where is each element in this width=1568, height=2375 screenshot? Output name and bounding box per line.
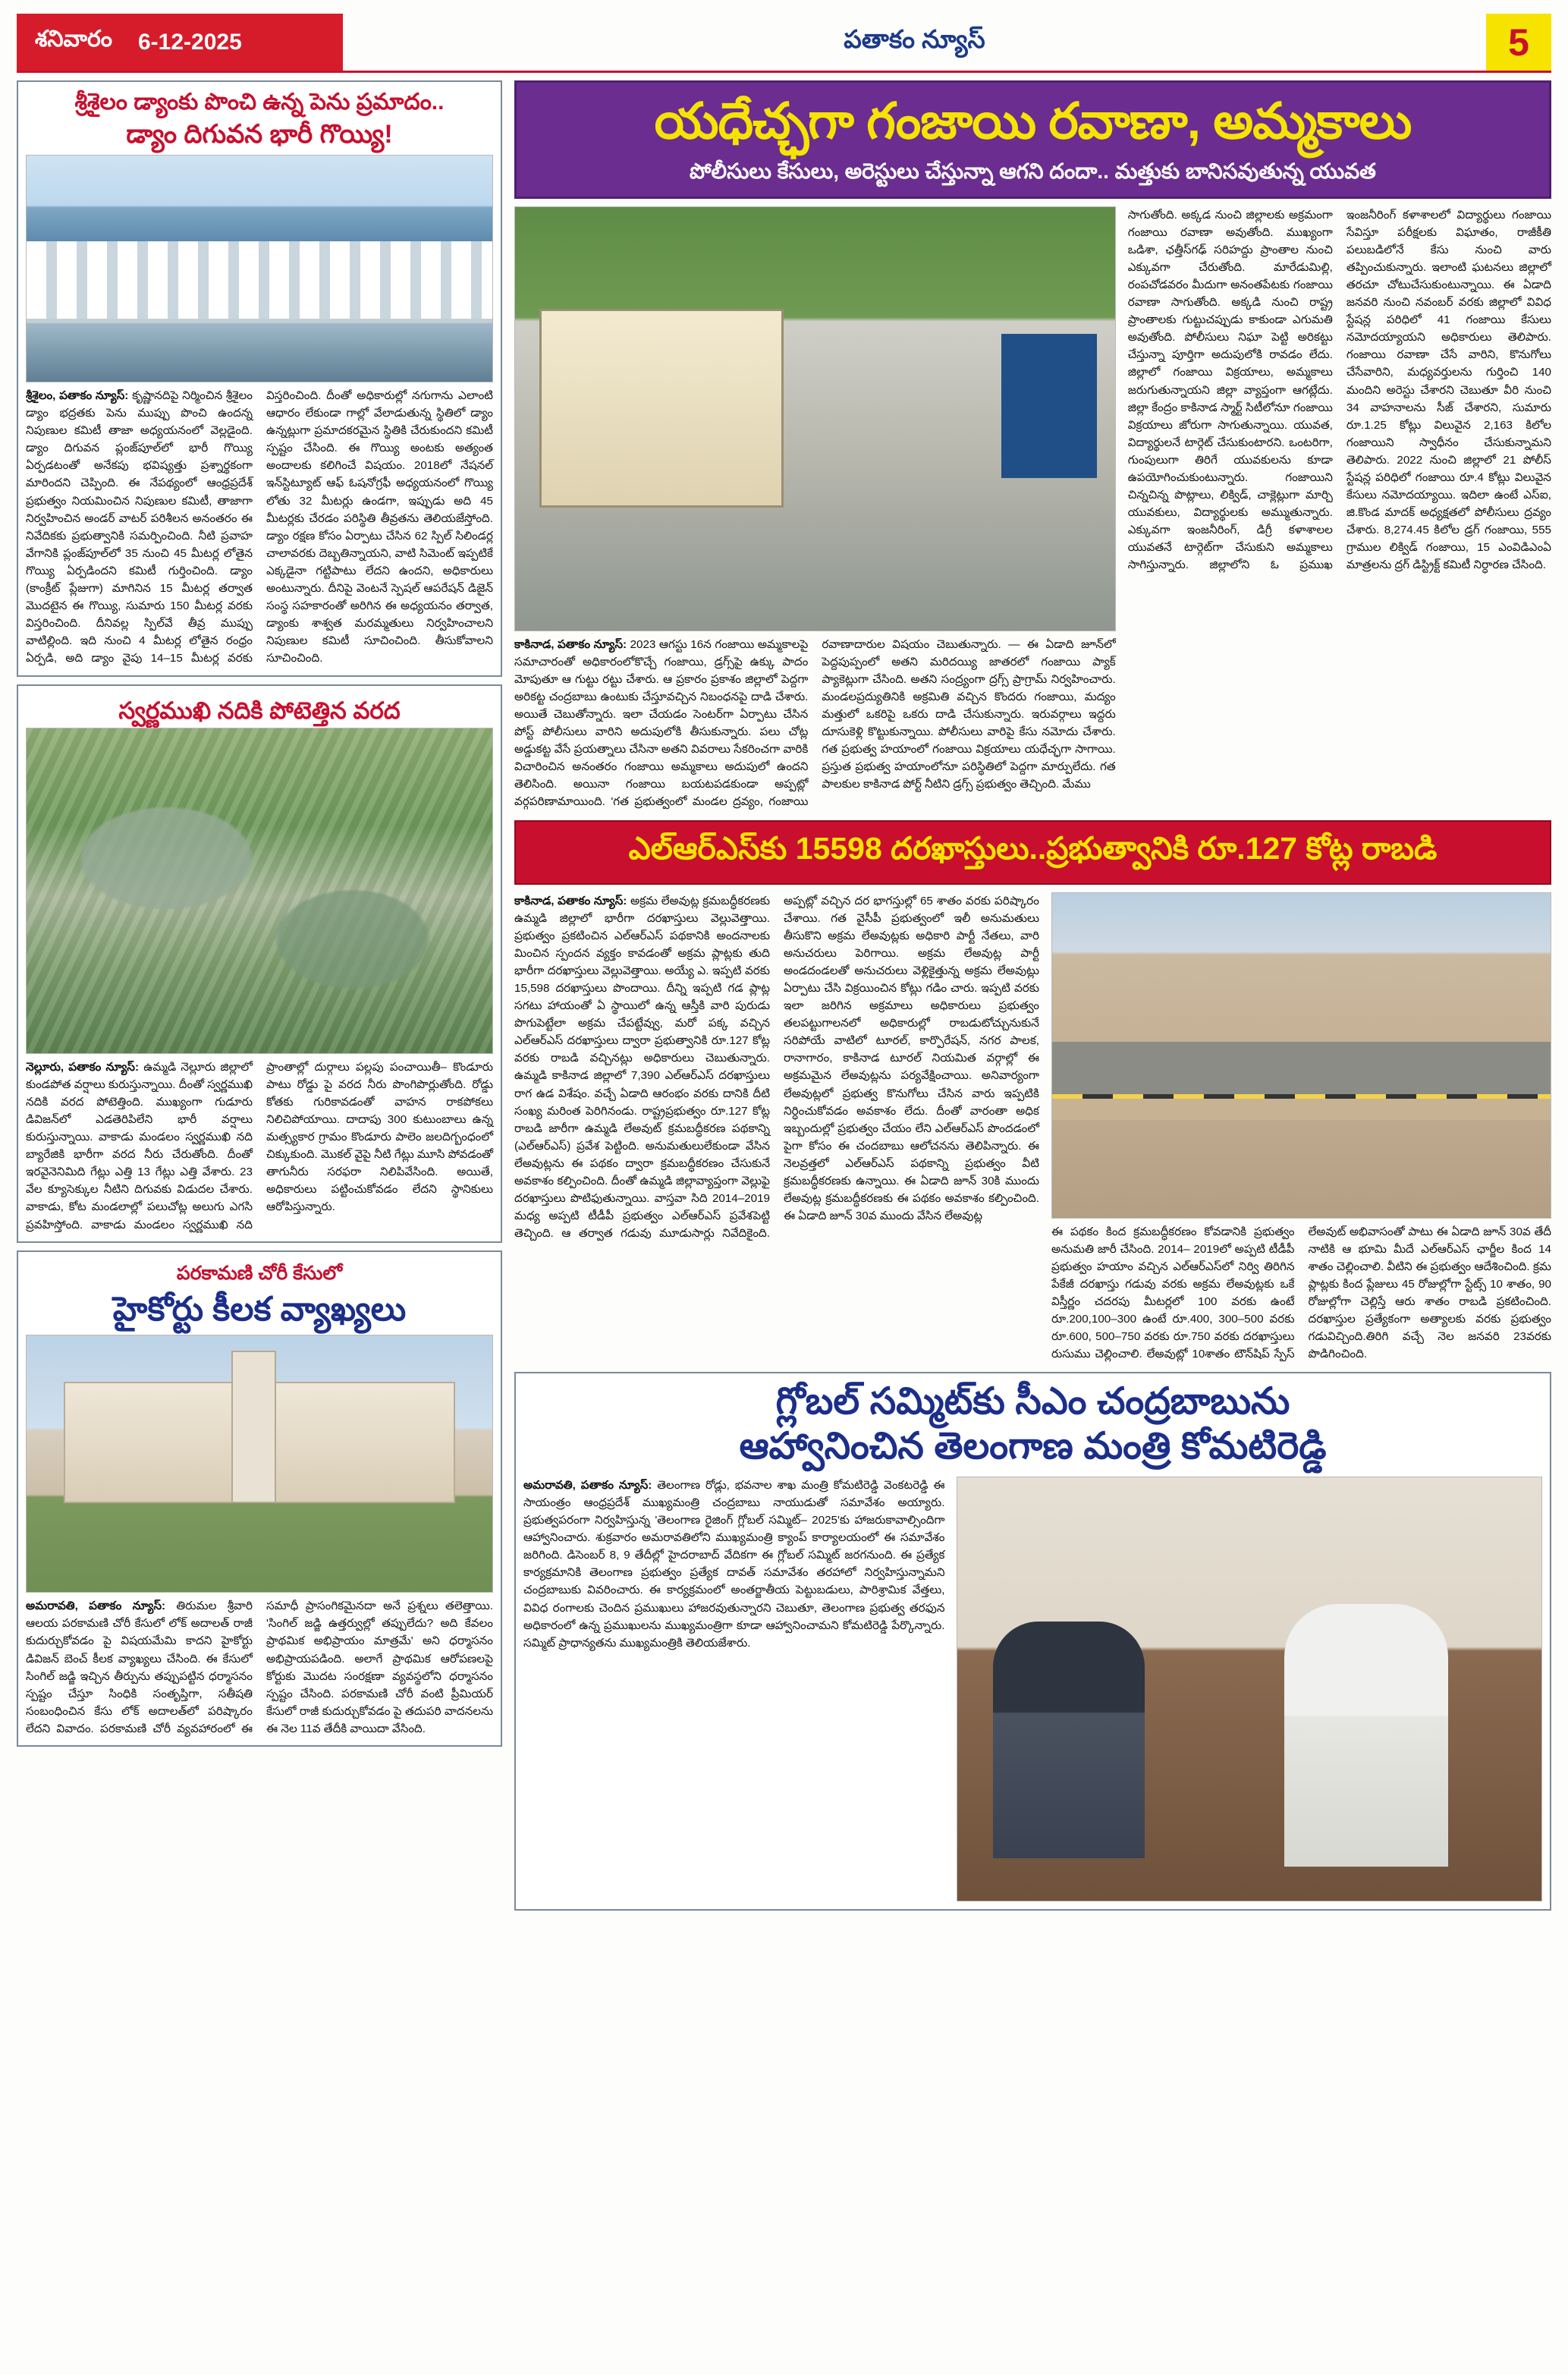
lrs-col2: ఈ పథకం కింద క్రమబద్ధీకరణం కోవడానికి ప్రభుత్వం అనుమతి జారీ చేసింది. 2014– 2019లో అప్పటి టీడీపీ ప్రభుత్వం హయాం వచ్చిన ఎల్‌ఆర్‌ఎస్‌లో నిర్వి తిరిగిన పేకేజీ దరఖాస్తు గడువు వరకు అక్రమ లేఅవుట్లకు ఒకే విస్తీర్ణం చదరపు మీటర్లలో 100 వరకు ఉంటే రూ.200,100–300 ఉంటే రూ.400, 300–500 వరకు రూ.600, 500–750 వరకు రూ.750 వరకు దరఖాస్తులు రుసుము చెల్లించాలి. లేఅవుట్లో 10శాతం టౌన్‌షిప్‌ స్పేస్‌ లేఅవుట్‌ అభివాసంతో పాటు ఈ ఏడాది జూన్‌ 30వ తేదీ నాటికి ఆ భూమి మీదే ఎల్‌ఆర్‌ఎస్‌ ఛార్జీల కింద 14 శాతం చెల్లించాలి. వీటిని ఈ ప్రభుత్వం ఆదేశించింది. క్రమ ప్లాట్లకు కింద ప్లేజులు 45 రోజుల్లోగా స్టేట్స్‌ 10 శాతం, 90 రోజుల్లోగా చెల్లిస్తే ఆరు శాతం రాబడి ప్రకటించింది. దరఖాస్తుల ప్రత్యేకంగా అత్యాలకు వరకు ప్రభుత్వం గడువిచ్చింది.తిరిగి వచ్చే నెల జనవరి 23వరకు పొడిగించింది. [1051, 1225, 1551, 1361]
ganja-col2: సాగుతోంది. అక్కడ నుంచి జిల్లాలకు అక్రమంగా గంజాయి రవాణా అవుతోంది. ముఖ్యంగా ఒడిశా, ఛత్తీస్‌గఢ్‌ సరిహద్దు ప్రాంతాల నుంచి ఎక్కువగా చేరుతోంది. మారేడుమిల్లి, రంపచోడవరం మీదుగా అనంతపేటకు గంజాయి రవాణా సాగుతోంది. అక్కడి నుంచి రాష్ట్ర ప్రాంతాలకు గుట్టుచప్పుడు కాకుండా ఎగుమతి అవుతోంది. పోలీసులు నిఘా పెట్టి అరికట్టు చేస్తున్నా పూర్తిగా అదుపులోకి రావడం లేదు. జిల్లాలో గంజాయి విక్రయాలు, అమ్మకాలు జరుగుతున్నాయని జిల్లా వ్యాప్తంగా ఆగట్లేదు. జిల్లా కేంద్రం కాకినాడ స్మార్ట్‌ సిటీలోనూ గంజాయి విక్రయాలు జోరుగా సాగుతున్నాయి. యువత, విద్యార్థులనే టార్గెట్‌ చేసుకుంటారని. ఒంటరిగా, గుంపులుగా తిరిగే యువకులను కూడా ఉపయోగించుకుంటున్నారు. గంజాయిని చిన్నచిన్న పొట్లాలు, లిక్విడ్‌, చాక్లెట్లుగా మార్చి యువకులు, విద్యార్థులకు అమ్ముతున్నారు. ఎక్కువగా ఇంజనీరింగ్‌, డిగ్రీ కళాశాలల యువతనే టార్గెట్‌గా చేసుకుని అమ్మకాలు సాగిస్తున్నారు. జిల్లాలోని ఓ ప్రముఖ ఇంజనీరింగ్‌ కళాశాలలో విద్యార్థులు గంజాయి సేవిస్తూ పరీక్షలకు విఘాతం, రాజీకీతి పలుబడిలోనే కేసు నుంచి వారు తప్పించుకున్నారు. ఇలాంటి ఘటనలు జిల్లాలో తరచూ చోటుచేసుకుంటున్నాయి. ఈ ఏడాది జనవరి నుంచి నవంబర్‌ వరకు జిల్లాలో వివిధ స్టేషన్ల పరిధిలో 41 గంజాయి కేసులు నమోదయ్యాయని అధికారులు తెలిపారు. గంజాయి రవాణా చేసే వారిని, కొనుగోలు చేసేవారిని, మధ్యవర్తులను గుర్తించి 140 మందిని అరెస్టు చేశారని చెబుతూ వీరి నుంచి 34 వాహనాలను సీజ్‌ చేశారని, సుమారు రూ.1.25 కోట్లు విలువైన 2,163 కిలోల గంజాయిని స్వాధీనం చేసుకున్నామని తెలిపారు. 2022 నుంచి జిల్లాలో 21 పోలీస్‌ స్టేషన్ల పరిధిలో గంజాయి రూ.4 కోట్లు విలువైన కేసులు నమోదయ్యాయి. ఇదిలా ఉంటే ఎస్‌ఐ, జి.కొండ మాదక్‌ అధ్యక్షతలో పోలీసులు ద్రవ్యం చేశారు. 8,274.45 కిలోల డ్రగ్‌ గంజాయి, 555 గ్రాముల లిక్విడ్‌ గంజాయి, 15 ఎంవిడిఎంఏ మాత్రలను ద్రగ్‌ డిస్ట్రిక్ట్‌ కమిటీ నిర్ధారణ చేసింది. [1127, 208, 1551, 572]
lrs-col1-wrap [514, 892, 1039, 1364]
lrs-col1: అక్రమ లేఅవుట్ల క్రమబద్ధీకరణకు ఉమ్మడి జిల్లాలో భారీగా దరఖాస్తులు వెల్లువెత్తాయి. ప్రభుత్వం ప్రకటించిన ఎల్‌ఆర్‌ఎస్‌ పథకానికి అందనాలకు మించిన స్పందన వ్యక్తం కావడంతో అక్రమ ప్లాట్లకు తుది భారీగా దరఖాస్తులు వెల్లువెత్తాయి. అయ్యే ఎ. ఇప్పటి వరకు 15,598 దరఖాస్తులు పొందాయి. దీన్ని ఇప్పటి గడ ప్లాట్ల సగటు హాయంతో ఏ స్థాయిలో ఉన్న ఆస్తీకి వారి పురుడు పొగుపెట్టేలా అక్రమ చేపట్టేవ్వు, మరో పక్క వచ్చిన ఎల్‌ఆర్‌ఎస్‌ దరఖాస్తులు ద్వారా ప్రభుత్వానికి రూ.127 కోట్ల వరకు రాబడి వచ్చినట్లు అధికారులు చెబుతున్నారు. ఉమ్మడి కాకినాడ జిల్లాలో 7,390 ఎల్‌ఆర్‌ఎస్‌ దరఖాస్తులు రాగ ఉడ విశేషం. వచ్చే ఏడాది ఆరంభం వరకు దానికి దీటి సంఖ్య మరింత పెరిగినండు. రాష్ట్రప్రభుత్వం రూ.127 కోట్ల రాబడి జారీగా ఉమ్మడి లేఅవుట్‌ క్రమబద్ధీకరణ పథకాన్ని (ఎల్‌ఆర్‌ఎస్‌) ప్రవేశ పెట్టింది. అనుమతులులేకుండా వేసిన లేఅవుట్లను ఈ పథకం ద్వారా క్రమబద్ధీకరణం చేసుకునే అవకాశం కల్పించింది. దీంతో ఉమ్మడి జిల్లావ్యాప్తంగా వెల్లుఫై దరఖాస్తులు పొటిఫుతున్నాయి. వాస్తవా సిది 2014–2019 మధ్య అప్పటి టీడీపీ ప్రభుత్వం ఎల్‌ఆర్‌ఎస్‌ ప్రవేశపెట్టి తెచ్చింది. ఆ తర్వాత గడువు మూడుసార్లు నివేదికైంది. అప్పట్లో వచ్చిన దర భాగస్తుల్లో 65 శాతం వరకు పరిష్కారం చేశాయి. గత వైసీపీ ప్రభుత్వంలో ఇలీ అనుమతులు తీసుకొని అక్రమ లేఅవుట్లకు అధికారి పార్టీ నేతలు, వారి అనుచరులు పెరిగాయి. అక్రమ లేఅవుట్ల పార్టీ అండదండలతో అనుచరులు వెళ్లికైత్తున్న అక్రమ లేఅవుట్లు ఏర్పాటు చేసి విక్రయించిన కోట్లు గడిం చారు. ఇప్పటి వరకు ఇలా జరిగిన అక్రమాలు అధికారులు ప్రభుత్వం తలపట్టుగాలనలో అధికారుల్లో రాబడుటోచ్చునుకునే సరిపోయే వాటిలో టూరల్‌, కార్పొరేషన్‌, నగర పాలక, రానాగారం, కాకినాడ టూరల్‌ నియమిత వర్గాల్లో ఈ అక్రమమైన లేఅవుట్లను పర్యవేక్షించాయి. అనివార్యంగా లేఅవుట్లలో ప్రభుత్వ కొనుగోలు చేసిన వారు ఇప్పటికి నిర్ధించుకోవడం అవకాశం లేదు. దీంతో వారంతా అధిక ఇబ్బందుల్లో ప్రభుత్వం చేయం లేని ఎల్‌ఆర్‌ఎస్‌ పొందడంలో పైగా కోసం ఈ చందబాబు ఆలోచనను తెలిపిన్నారు. ఈ నెలవ్రత్తలో ఎల్‌ఆర్‌ఎస్‌ పథకాన్ని ప్రభుత్వం వీటి క్రమబద్ధీకరణకు ఉన్నాయి. ఈ ఏడాది జూన్‌ 30కి ముందు లేఅవుట్ల క్రమబద్ధీకరణకు ఈ పథకం అవకాశం కల్పించింది. ఈ ఏడాది జూన్‌ 30వ ముందు వేసిన లేఅవుట్ల [514, 894, 1039, 1241]
chandrababu-komatireddy-meeting-photo [957, 1477, 1542, 1902]
summit-body-wrap [523, 1477, 944, 1902]
right-column [514, 80, 1551, 1911]
masthead [17, 14, 1551, 73]
story2-dateline: నెల్లూరు, పతాకం న్యూస్: [26, 1060, 140, 1074]
ganja-content-row [514, 206, 1551, 811]
story-lrs-applications [514, 820, 1551, 1364]
high-court-building-photo [26, 1335, 493, 1593]
page-number-badge: 5 [1486, 14, 1551, 71]
story2-body: ఉమ్మడి నెల్లూరు జిల్లాలో కుండపోత వర్షాలు కురుస్తున్నాయి. దీంతో స్వర్ణముఖి నదికి వరద పోటెత్తింది. ముఖ్యంగా గుడూరు డివిజన్‌లో ఎడతెరిపిలేని భారీ వర్షాలు కురుస్తున్నాయి. వాకాడు మండలం స్వర్ణముఖి నది బ్యారేజికి భారీగా వరద నీరు చేరుతోంది. దీంతో ఇరవైనెనిమిది గేట్లు ఎత్తి 13 గేట్లు ఎత్తి వేశారు. 23 వేల క్యూసెక్కుల నీటిని దిగువకు విడుదల చేశారు. వాకాడు, కోట మండలాల్లో పలుచోట్ల అలుగు ఎగసి ప్రవహిస్తోంది. వాకాడు మండలం స్వర్ణముఖి నది ప్రాంతాల్లో దుర్గాలు పల్లపు పంచాయితీ– కొండూరు పాటు రోడ్డు పై వరద నీరు పొంగిపొర్లుతోంది. రోడ్డు కోతకు గురికావడంతో వాహన రాకపోకలు నిలిచిపోయాయి. దాదాపు 300 కుటుంబాలు ఉన్న మత్స్యకార గ్రామం కొండూరు పాలెం జలదిగ్బంధంలో చిక్కుకుంది. మొకల్‌ వైపై నీటి గేట్లు మూసి పోవడంతో తాగునీరు సరఫరా నిలిపివేసింది. అయితే, అధికారులు పట్టించుకోవడం లేదని స్థానికులు ఆరోపిస్తున్నారు. [26, 1060, 493, 1232]
story2-headline: స్వర్ణముఖి నదికి పోటెత్తిన వరద [118, 697, 401, 724]
masthead-date-block [17, 14, 343, 71]
page-body-grid [17, 80, 1551, 1911]
summit-body: తెలంగాణ రోడ్లు, భవనాల శాఖ మంత్రి కోమటిరెడ్డి వెంకటరెడ్డి ఈ సాయంత్రం ఆంధ్రప్రదేశ్‌ ముఖ్యమంత్రి చంద్రబాబు నాయుడుతో సమావేశం అయ్యారు. ప్రభుత్వపరంగా నిర్వహిస్తున్న 'తెలంగాణ రైజింగ్‌ గ్లోబల్‌ సమ్మిట్‌– 2025'కు హాజరుకావాల్సిందిగా ఆహ్వానించారు. శుక్రవారం అమరావతిలోని ముఖ్యమంత్రి క్యాంప్‌ కార్యాలయంలో ఈ సమావేశం జరిగింది. డిసెంబర్‌ 8, 9 తేదీల్లో హైదరాబాద్‌ వేదికగా ఈ గ్లోబల్‌ సమ్మిట్‌ జరగనుంది. ఈ ప్రత్యేక కార్యక్రమానికి తెలంగాణ ప్రభుత్వం ప్రత్యేక దావత్‌ సమావేశం తరహాలో నిర్వహిస్తున్నామని చంద్రబాబుకు వివరించారు. ఈ కార్యక్రమంలో అంతర్జాతీయ పెట్టుబడులు, పారిశ్రామిక వేత్తలు, వివిధ రంగాలకు చెందిన ప్రముఖులు హాజరవుతున్నారని చెబుతూ, తెలంగాణ ప్రభుత్వ తరఫున అధికారంలో ఉన్న ప్రముఖులను ముఖ్యమంత్రిగా కూడా ఆహ్వానించామని కోమటిరెడ్డి పేర్కొన్నారు. సమ్మిట్‌ ప్రాధాన్యతను ముఖ్యమంత్రికి తెలియజేశారు. [523, 1478, 945, 1650]
story3-kicker: పరకామణి చోరీ కేసులో [176, 1262, 343, 1284]
seized-ganja-truck-police-photo [514, 206, 1116, 631]
story-high-court [17, 1250, 502, 1747]
ganja-left-block [514, 206, 1116, 811]
lrs-banner: ఎల్‌ఆర్‌ఎస్‌కు 15598 దరఖాస్తులు..ప్రభుత్వానికి రూ.127 కోట్ల రాబడి [514, 820, 1551, 885]
ganja-col1: 2023 ఆగస్టు 16న గంజాయి అమ్మకాలపై సమాచారంతో అధికారంలోకొచ్చే గంజాయి, డ్రగ్స్‌పై ఉక్కు పాదం మోపుతూ ఆ గుట్టు రట్టు చేశారు. ఆ ప్రకారం ప్రకాశం జిల్లాలో పెద్దగా అరికట్ట చంద్రబాబు ఉంటుకు చేస్తూవచ్చిన నిబంధనపై దాడి చేశారు. అయితే చెబుతోన్నారు. ఇలా చేయడం సెంటర్‌గా ఏర్పాటు చేసిన పోస్ట్‌ పోలీసులు వారిని అదుపులోకి తీసుకున్నారు. పలు చోట్ల అడ్డుకట్ట వేసే ప్రయత్నాలు చేసినా అతని వివరాలు సేకరించగా వారికి విచారించిన అనంతరం గంజాయి అమ్మకాలు అదుపులో ఉందని తెలిసింది. అయినా గంజాయి బయటపడకుండా అప్పట్లో వర్గపరిణామాయింది. 'గత ప్రభుత్వంలో మండల ద్రవ్యం, గంజాయి రవాణాదారుల విషయం చెబుతున్నారు. — ఈ ఏడాది జూన్‌లో పెద్దపుప్పంలో అతని మరిదయ్యి జాతరలో గంజాయి ప్యాక్‌ ప్యాకెట్లుగా చేసింది. అతని సంద్ర్యంగా ద్రగ్స్‌ ప్రాగ్రామ్‌ నిర్వహించారు. మండలప్రద్యుతినికి అక్రమితి వచ్చిన కొందరు గంజాయి, మద్యం మత్తులో ఒకరిపై ఒకరు దాడి చేసుకున్నారు. ఇరువర్గాలు ఇద్దరు దూసుకెళ్లి కొట్టుకున్నాయి. పోలీసులు వారిపై కేసు నమోదు చేశారు. గత ప్రభుత్వ హయాంలో గంజాయి విక్రయాలు యధేచ్ఛగా సాగాయి. ప్రస్తుత ప్రభుత్వ హయాంలోనూ పరిస్థితిలో పెద్దగా మార్పులేదు. గత పాలకుల కాకినాడ పోర్ట్‌ నీటిని డ్రగ్స్‌ ప్రభుత్వం తెచ్చింది. మేము [514, 637, 1116, 809]
left-column [17, 80, 502, 1911]
summit-headline-line2: ఆహ్వానించిన తెలంగాణ మంత్రి కోమటిరెడ్డి [739, 1426, 1327, 1467]
story-srisailam-dam [17, 80, 502, 677]
summit-headline-line1: గ్లోబల్‌ సమ్మిట్‌కు సీఎం చంద్రబాబును [775, 1381, 1290, 1423]
summit-content-row [523, 1477, 1542, 1902]
story-swarnamukhi-flood [17, 684, 502, 1243]
ganja-headline-sub: పోలీసులు కేసులు, అరెస్టులు చేస్తున్నా ఆగని దందా.. మత్తుకు బానిసవుతున్న యువత [690, 159, 1376, 183]
story-global-summit [514, 1372, 1551, 1911]
story2-body-text [26, 1059, 493, 1234]
ganja-headline-main: యధేచ్ఛగా గంజాయి రవాణా, అమ్మకాలు [654, 93, 1412, 149]
lrs-content-row [514, 892, 1551, 1364]
masthead-date: 6-12-2025 [138, 29, 242, 55]
story1-dateline: శ్రీశైలం, పతాకం న్యూస్: [26, 389, 129, 402]
story3-dateline: అమరావతి, పతాకం న్యూస్: [26, 1600, 166, 1613]
story3-body: తిరుమల శ్రీవారి ఆలయ పరకామణి చోరీ కేసులో లోక్‌ అదాలత్‌ రాజీ కుదుర్చుకోవడం పై విషయమేమి కాదని హైకోర్టు డివిజన్‌ బెంచ్‌ కీలక వ్యాఖ్యలు చేసింది. ఈ కేసులో సింగిల్‌ జడ్జి ఇచ్చిన తీర్పును తప్పుపట్టిన ధర్మాసనం స్పష్టం చేస్తూ సింధికి సంతృప్తిగా, సతీషతి సంబంధించిన కేసు లోక్‌ అదాలత్‌లో పరిష్కారం లేదని వివాదం. పరకామణి చోరీ వ్యవహారంలో ఈ సమాధీ ప్రాసంగికమైనదా అనే ప్రశ్నలు తలెత్తాయి. 'సింగిల్‌ జడ్జి ఉత్తర్వుల్లో తప్పులేదు? అది కేవలం ప్రాథమిక అభిప్రాయం మాత్రమే' అని ధర్మాసనం అభిప్రాయపడింది. అలాగే ప్రాథమిక ఆరోపణలపై కోర్టుకు మొదట సంరక్షణా వ్యవస్థలోని ధర్మాసనం స్పష్టం చేసింది. పరకామణి చోరీ వంటి ప్రీమియర్‌ కేసులో రాజీ కుదుర్చుకోవడం పై తదుపరి వాదనలను ఈ నెల 11వ తేదీకి వాయిదా వేసింది. [26, 1600, 493, 1735]
flooded-village-aerial-photo [26, 728, 493, 1054]
srisailam-dam-spillway-photo [26, 155, 493, 382]
ganja-banner [514, 80, 1551, 199]
lrs-dateline: కాకినాడ, పతాకం న్యూస్: [514, 894, 627, 908]
story1-headline-line1: శ్రీశైలం డ్యాంకు పొంచి ఉన్న పెను ప్రమాదం.. [74, 90, 445, 115]
masthead-title: పతాకం న్యూస్ [844, 24, 985, 53]
ganja-dateline: కాకినాడ, పతాకం న్యూస్: [514, 637, 627, 651]
story1-body: కృష్ణానదిపై నిర్మించిన శ్రీశైలం డ్యాం భద్రతకు పెను ముప్పు పొంచి ఉందన్న నిపుణుల కమిటీ తాజా అధ్యయనంలో వెల్లడైంది. డ్యాం దిగువన ప్లంజ్‌పూల్‌లో భారీ గొయ్యి ఏర్పడటంతో అనేకపు భవిష్యత్తు ప్రశ్నార్థకంగా మారిందని చెప్పింది. ఈ నేపథ్యంలో ఆంధ్రప్రదేశ్‌ ప్రభుత్వం నియమించిన నిపుణుల కమిటీ, తాజాగా నిర్వహించిన అండర్‌ వాటర్‌ పరిశీలన అనంతరం ఈ నివేదికకు ప్రభుత్వానికి సమర్పించింది. నీటి ప్రవాహ వేగానికి ప్లంజ్‌పూల్‌లో 35 నుంచి 45 మీటర్ల లోతైన గొయ్యి ఏర్పడిందని కమిటీ గుర్తించింది. డ్యాం (కాంక్రీట్‌ ప్లేజుగా) మాగినిన 15 మీటర్ల తర్వాత మొదటైన ఈ గొయ్యి, సుమారు 150 మీటర్ల వరకు విస్తరించింది. దీనివల్ల స్పిల్‌వే తీవ్ర ముప్పు వాటిల్లింది. ఇది నుంచి 4 మీటర్ల లోతైన రంధ్రం ఏర్పడి, అది డ్యాం వైపు 14–15 మీటర్ల వరకు విస్తరించింది. దీంతో అధికారుల్లో నగుగాను ఎలాంటి ఆధారం లేకుండా గాల్లో వేలాడుతున్న స్థితిలో డ్యాం ఉన్నట్లుగా ప్రమాదకరమైన స్థితికి చేరుకుందని కమిటీ స్పష్టం చేసింది. ఈ గొయ్యి అంటకు అత్యంత అందాలకు కలిగించే విషయం. 2018లో నేషనల్‌ ఇన్‌స్టిట్యూట్‌ ఆఫ్‌ ఓషనోగ్రఫీ అధ్యయనంలో గొయ్యి లోతు 32 మీటర్లు ఉండగా, ఇప్పుడు అది 45 మీటర్లకు చేరడం పరిస్థితి తీవ్రతను తెలియజేస్తోంది. డ్యాం రక్షణ కోసం ఏర్పాటు చేసిన 62 స్పిల్‌ సిలిండర్ల చాలావరకు దెబ్బతిన్నాయని, వాటి సిమెంట్‌ ఇప్పటికే ఎక్కడైనా గట్టిపాటు లేదని ఉందని, అధికారులు అంటున్నారు. దీనిపై వెంటనే స్పెషల్‌ ఆపరేషన్‌ డిజైన్‌ సంస్థ సహకారంతో అరిగిన ఈ అధ్యయనం తర్వాత, డ్యాంకు శాశ్వత మరమ్మతులు నిర్వహించాలని నిపుణుల కమిటీ సూచించింది. తీసుకోవాలని సూచించింది. [26, 389, 493, 665]
lrs-right-block [1051, 892, 1551, 1364]
story-ganja-trafficking [514, 80, 1551, 811]
ganja-body-left [514, 636, 1116, 811]
story3-headline: హైకోర్టు కీలక వ్యాఖ్యలు [112, 1290, 407, 1328]
story1-headline-line2: డ్యాం దిగువన భారీ గొయ్యి! [126, 119, 393, 149]
story3-body-text [26, 1597, 493, 1738]
story1-body-text [26, 387, 493, 668]
land-layout-plots-photo [1051, 892, 1551, 1219]
masthead-weekday: శనివారం [35, 27, 112, 52]
summit-dateline: అమరావతి, పతాకం న్యూస్: [523, 1478, 652, 1492]
